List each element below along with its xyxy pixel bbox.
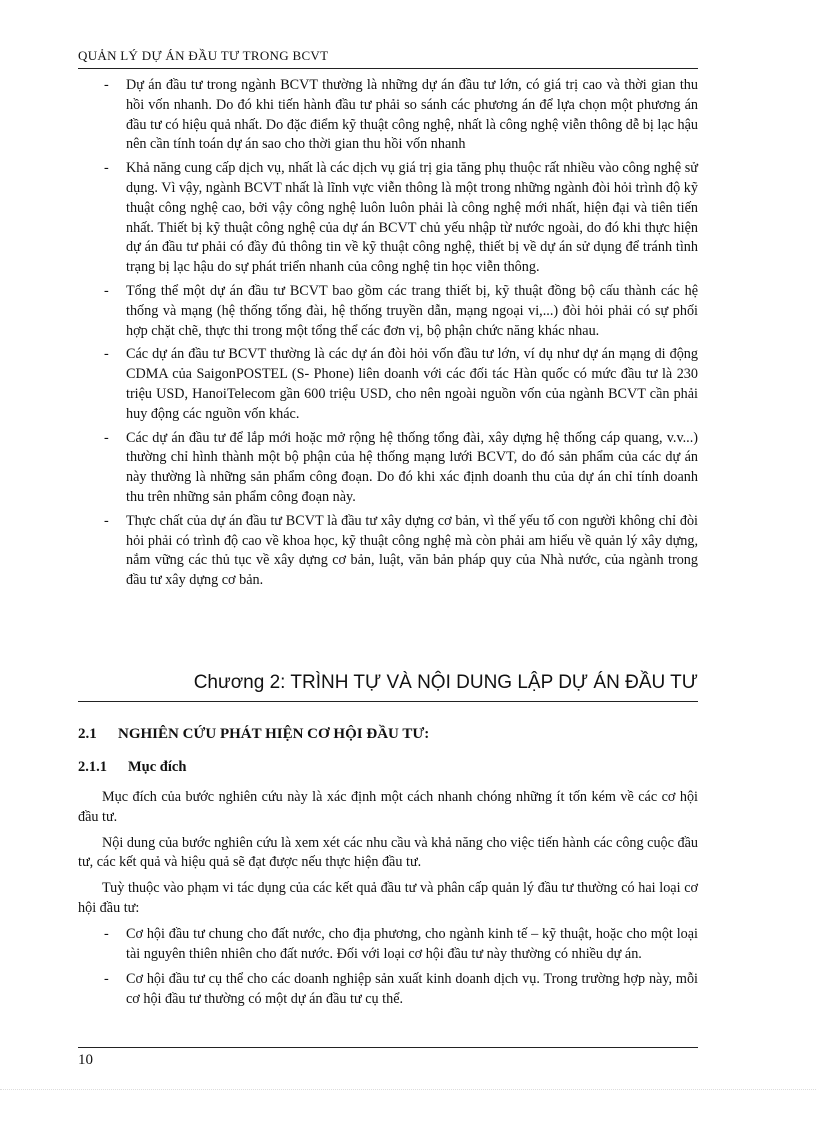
list-item xyxy=(78,159,698,278)
subsection-heading xyxy=(78,759,186,776)
list-item-text: Cơ hội đầu tư chung cho đất nước, cho địa phương, cho ngành kinh tế – kỹ thuật, hoặc cho một loại tài nguyên thiên nhiên cho đất nước. Đối với loại cơ hội đầu tư này thường có nhiều dự án. xyxy=(126,925,698,962)
subsection-title: Mục đích xyxy=(128,759,187,775)
bullet-dash: - xyxy=(104,971,109,988)
bullet-dash: - xyxy=(104,429,109,446)
header-rule xyxy=(78,68,698,69)
list-item xyxy=(78,282,698,341)
footer-rule xyxy=(78,1047,698,1048)
list-item xyxy=(78,345,698,424)
running-header: QUẢN LÝ DỰ ÁN ĐẦU TƯ TRONG BCVT xyxy=(78,48,329,63)
list-item xyxy=(78,970,698,1010)
list-item xyxy=(78,512,698,591)
list-item-text: Dự án đầu tư trong ngành BCVT thường là những dự án đầu tư lớn, có giá trị cao và thời gian thu hồi vốn nhanh. Do đó khi tiến hành đầu tư phải so sánh các phương án để lựa chọn một phương án đầu tư có hiệu quả nhất. Do đặc điểm kỹ thuật công nghệ, nhất là công nghệ viễn thông dễ bị lạc hậu nên cần tính toán dự án sao cho thời gian thu hồi vốn nhanh xyxy=(126,77,698,153)
list-item xyxy=(78,429,698,508)
subsection-number: 2.1.1 xyxy=(78,759,107,775)
paragraph: Mục đích của bước nghiên cứu này là xác định một cách nhanh chóng những ít tốn kém về các cơ hội đầu tư. xyxy=(78,789,698,825)
page-number: 10 xyxy=(78,1052,93,1068)
paragraph: Tuỳ thuộc vào phạm vi tác dụng của các kết quả đầu tư và phân cấp quản lý đầu tư thường có hai loại cơ hội đầu tư: xyxy=(78,880,698,916)
list-item-text: Các dự án đầu tư để lắp mới hoặc mở rộng hệ thống tổng đài, xây dựng hệ thống cáp quang, v.v...) thường chỉ hình thành một bộ phận của hệ thống mạng lưới BCVT, do đó sản phẩm của các dự án này thường là những sản phẩm công đoạn. Do đó khi xác định doanh thu của dự án chỉ tính doanh thu trên những sản phẩm công đoạn này. xyxy=(126,429,698,505)
bullet-dash: - xyxy=(104,925,109,942)
chapter-rule xyxy=(78,701,698,702)
paragraph: Nội dung của bước nghiên cứu là xem xét các nhu cầu và khả năng cho việc tiến hành các công cuộc đầu tư, các kết quả và hiệu quả sẽ đạt được nếu thực hiện đầu tư. xyxy=(78,834,698,871)
bullet-dash: - xyxy=(104,346,109,363)
list-item-text: Tổng thể một dự án đầu tư BCVT bao gồm các trang thiết bị, kỹ thuật đồng bộ cấu thành các hệ thống và mạng (hệ thống tổng đài, hệ thống truyền dẫn, mạng ngoại vi,...) đòi hỏi phải có sự phối hợp chặt chẽ, thực thi trong một tổng thể các đơn vị, bộ phận chức năng khác nhau. xyxy=(126,282,698,339)
list-item-text: Khả năng cung cấp dịch vụ, nhất là các dịch vụ giá trị gia tăng phụ thuộc rất nhiều vào công nghệ sử dụng. Vì vậy, ngành BCVT nhất là lĩnh vực viễn thông là một trong những ngành đòi hỏi trình độ kỹ thuật công nghệ cao, bởi vậy công nghệ luôn luôn phải là công nghệ mới nhất, hiện đại và tiên tiến nhất. Thiết bị kỹ thuật công nghệ của dự án BCVT chủ yếu nhập từ nước ngoài, do đó khi thực hiện dự án đầu tư phải có đầy đủ thông tin về kỹ thuật công nghệ, thiết bị về dự án sử dụng để tránh tình trạng bị lạc hậu do sự phát triển nhanh của công nghệ tin học viễn thông. xyxy=(126,160,698,276)
section-number: 2.1 xyxy=(78,726,97,742)
list-item xyxy=(78,76,698,155)
chapter-title: Chương 2: TRÌNH TỰ VÀ NỘI DUNG LẬP DỰ ÁN ĐẦU TƯ xyxy=(193,672,698,693)
section-heading xyxy=(78,726,429,743)
section-body xyxy=(78,788,698,1016)
intro-bullet-list xyxy=(78,76,698,595)
page-edge-divider xyxy=(0,1089,816,1090)
section-title: NGHIÊN CỨU PHÁT HIỆN CƠ HỘI ĐẦU TƯ: xyxy=(118,726,430,742)
list-item-text: Thực chất của dự án đầu tư BCVT là đầu tư xây dựng cơ bản, vì thế yếu tố con người không chỉ đòi hỏi phải có trình độ cao về khoa học, kỹ thuật công nghệ mà còn phải am hiểu về quản lý xây dựng, nắm vững các thủ tục về xây dựng cơ bản, luật, văn bản pháp quy của Nhà nước, của ngành trong đầu tư xây dựng cơ bản. xyxy=(126,512,698,589)
list-item-text: Cơ hội đầu tư cụ thể cho các doanh nghiệp sản xuất kinh doanh dịch vụ. Trong trường hợp này, mỗi cơ hội đầu tư thường có một dự án đầu tư cụ thể. xyxy=(126,971,698,1008)
list-item-text: Các dự án đầu tư BCVT thường là các dự án đòi hỏi vốn đầu tư lớn, ví dụ như dự án mạng di động CDMA của SaigonPOSTEL (S- Phone) liên doanh với các đối tác Hàn quốc có mức đầu tư là 230 triệu USD, HanoiTelecom gần 600 triệu USD, cho nên ngoài nguồn vốn của ngành BCVT cần phải huy động các nguồn vốn khác. xyxy=(126,346,698,422)
bullet-dash: - xyxy=(104,77,109,93)
bullet-dash: - xyxy=(104,160,109,177)
bullet-dash: - xyxy=(104,282,109,299)
bullet-dash: - xyxy=(104,512,109,529)
list-item xyxy=(78,925,698,965)
